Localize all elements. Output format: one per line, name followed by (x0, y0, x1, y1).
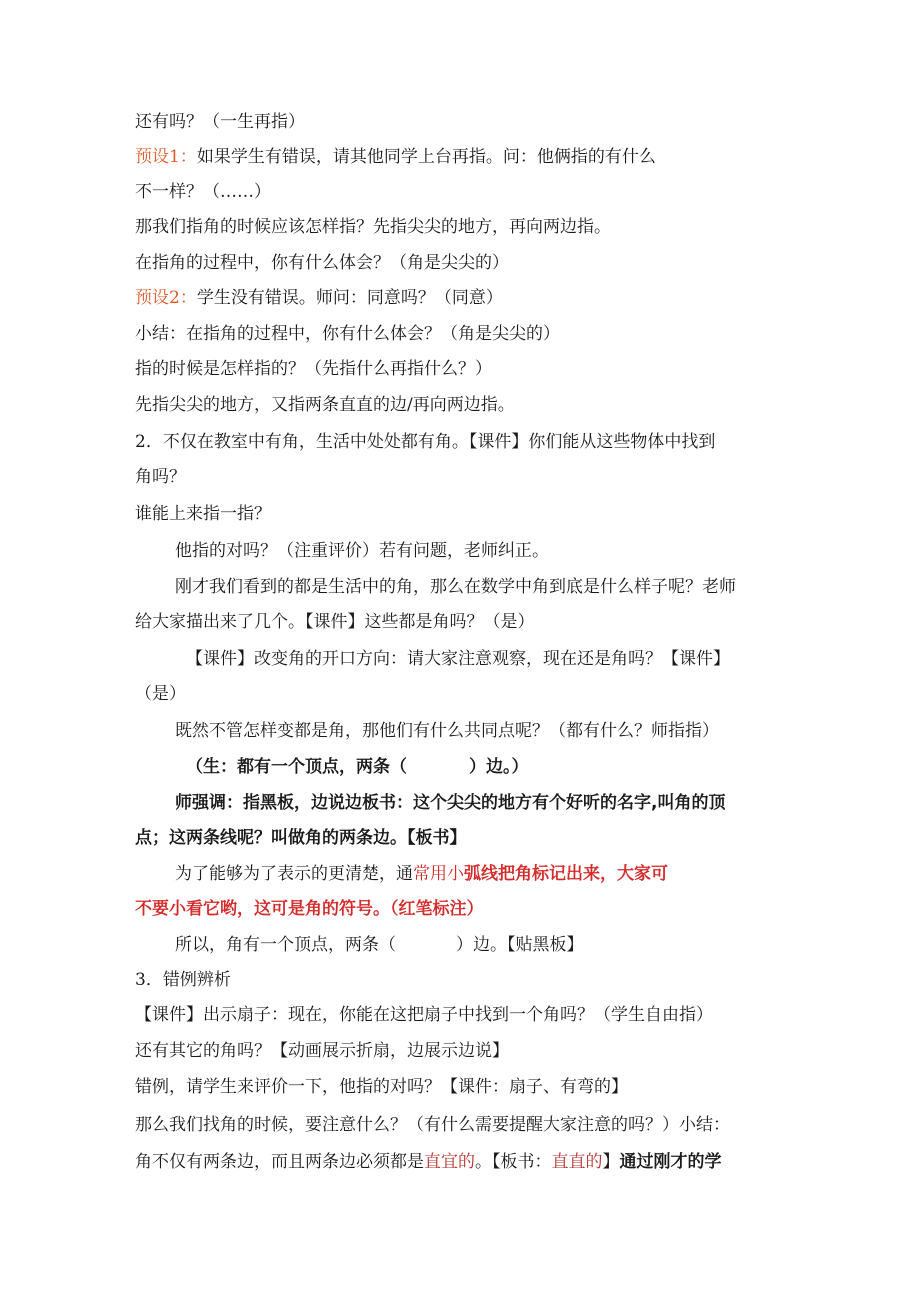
text-line: 给大家描出来了几个。【课件】这些都是角吗？（是） (135, 612, 535, 632)
text-line: 点；这两条线呢？叫做角的两条边。【板书】 (135, 828, 467, 848)
text-line-red: 不要小看它哟，这可是角的符号。（红笔标注） (135, 899, 484, 919)
text-line (175, 934, 584, 956)
text-line: 他指的对吗？（注重评价）若有问题，老师纠正。 (175, 541, 549, 561)
text-line (135, 287, 503, 309)
text-line: 小结：在指角的过程中，你有什么体会？（角是尖尖的） (135, 324, 560, 344)
text-line: 还有吗？（一生再指） (135, 112, 305, 132)
text-line: 【课件】出示扇子：现在，你能在这把扇子中找到一个角吗？（学生自由指） (135, 1005, 713, 1025)
text-line: 那么我们找角的时候，要注意什么？（有什么需要提醒大家注意的吗？）小结： (135, 1115, 730, 1135)
text-line: 既然不管怎样变都是角，那他们有什么共同点呢？（都有什么？师指指） (175, 721, 719, 741)
text-line: 先指尖尖的地方，又指两条直直的边/再向两边指。 (135, 395, 515, 415)
text-line: （是） (135, 684, 186, 704)
text-span: ）边。【贴黑板】 (456, 935, 584, 955)
text-line (135, 1151, 722, 1173)
text-line: 谁能上来指一指？ (135, 504, 271, 524)
text-line: 【课件】改变角的开口方向：请大家注意观察，现在还是角吗？【课件】 (186, 649, 730, 669)
text-line: 在指角的过程中，你有什么体会？（角是尖尖的） (135, 253, 509, 273)
text-line: 还有其它的角吗？【动画展示折扇，边展示边说】 (135, 1041, 509, 1061)
text-line: 错例，请学生来评价一下，他指的对吗？【课件：扇子、有弯的】 (135, 1077, 628, 1097)
text-line (175, 863, 668, 885)
red-text: 直宜的 (424, 1152, 475, 1172)
text-span: 角不仅有两条边，而且两条边必须都是 (135, 1152, 424, 1172)
text-span: 。【板书： (475, 1152, 552, 1172)
text-line: 3．错例辨析 (135, 970, 231, 990)
text-line: 指的时候是怎样指的？（先指什么再指什么？） (135, 359, 492, 379)
red-bold-text: 弧线把角标记出来，大家可 (464, 864, 668, 884)
text-line (135, 146, 656, 168)
text-line: 刚才我们看到的都是生活中的角，那么在数学中角到底是什么样子呢？老师 (175, 577, 736, 597)
preset-label: 预设1： (135, 147, 197, 167)
text-span: （生：都有一个顶点，两条（ (186, 757, 407, 777)
text-span: 为了能够为了表示的更清楚，通 (175, 864, 413, 884)
red-text: 直直的 (551, 1152, 603, 1172)
text-line: 2．不仅在教室中有角，生活中处处都有角。【课件】你们能从这些物体中找到 (135, 432, 716, 452)
text-span: 】 (602, 1152, 620, 1172)
text-line: 那我们指角的时候应该怎样指？先指尖尖的地方，再向两边指。 (135, 217, 611, 237)
text-span: 所以，角有一个顶点，两条（ (175, 935, 396, 955)
text-line: 不一样？（……） (135, 182, 271, 202)
text-line: 师强调：指黑板，边说边板书：这个尖尖的地方有个好听的名字,叫角的顶 (175, 793, 726, 813)
bold-text: 通过刚才的学 (619, 1152, 722, 1172)
red-text: 常用小 (413, 864, 464, 884)
text-line (186, 756, 529, 778)
text-span: ）边。） (469, 757, 529, 777)
text-span: 学生没有错误。师问：同意吗？（同意） (196, 288, 503, 308)
preset-label: 预设2： (135, 288, 197, 308)
text-line: 角吗？ (135, 467, 186, 487)
text-span: 如果学生有错误，请其他同学上台再指。问：他俩指的有什么 (196, 147, 656, 167)
